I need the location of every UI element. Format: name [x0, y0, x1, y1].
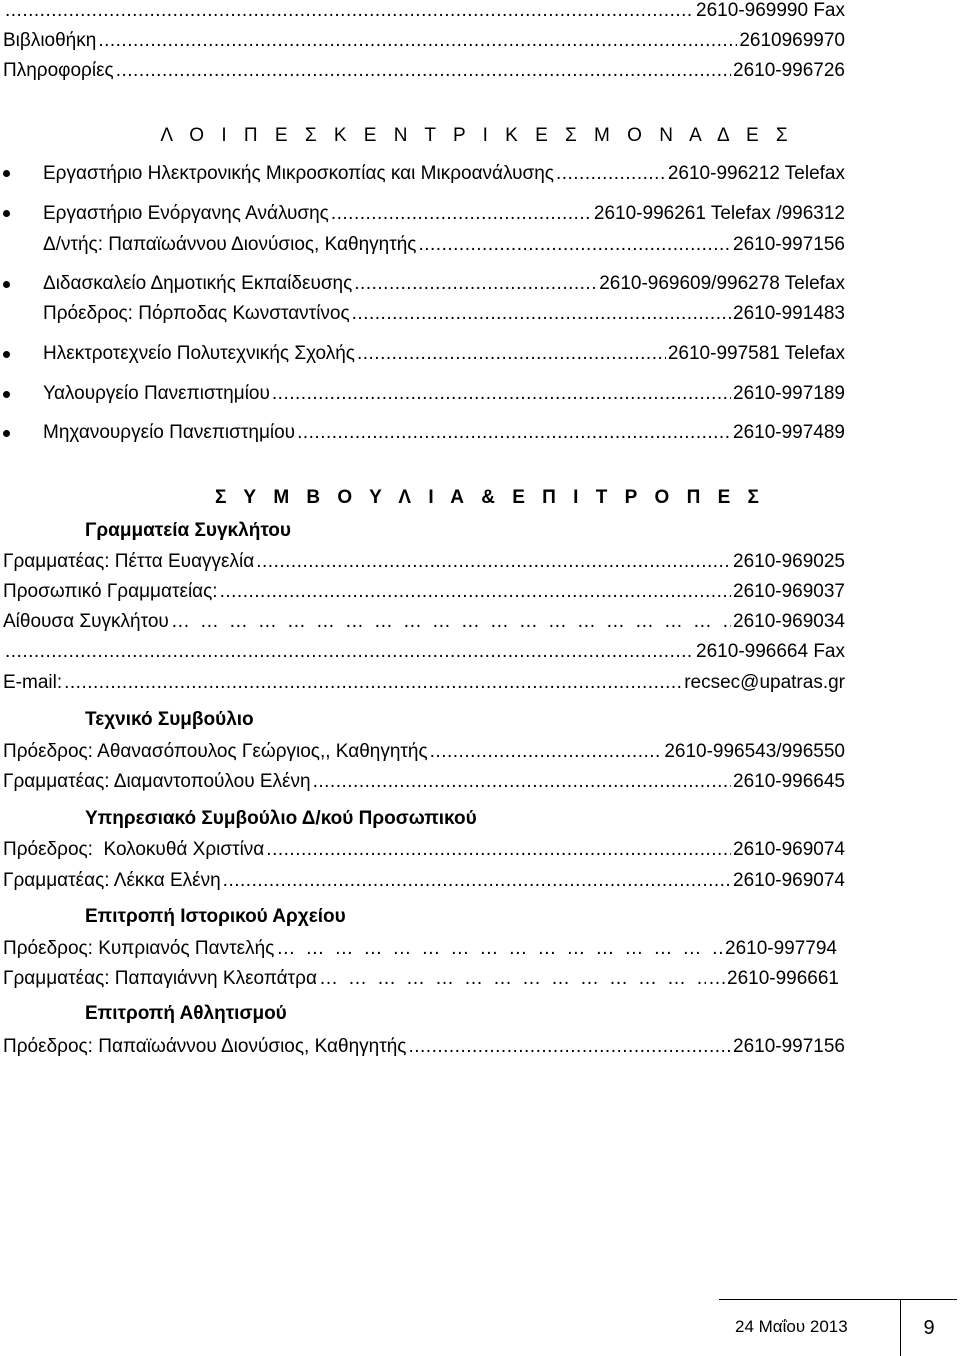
contact-label: Πληροφορίες	[3, 60, 114, 81]
contact-label: Βιβλιοθήκη	[3, 30, 97, 51]
unit-label: Ηλεκτροτεχνείο Πολυτεχνικής Σχολής	[43, 343, 355, 364]
unit-label: Εργαστήριο Ενόργανης Ανάλυσης	[43, 203, 329, 224]
phone-value: 2610-996261 Telefax /996312	[593, 203, 845, 224]
section-heading-councils: Σ Υ Μ Β Ο Υ Λ Ι Α & Ε Π Ι Τ Ρ Ο Π Ε Σ	[215, 487, 765, 508]
dot-leader	[220, 577, 731, 607]
dot-leader	[272, 379, 731, 409]
ellipsis-leader	[276, 934, 723, 964]
dot-leader	[5, 637, 694, 667]
dot-leader	[98, 26, 737, 56]
dot-leader	[556, 159, 666, 189]
bullet-icon	[3, 430, 10, 437]
phone-value: 2610-969025	[733, 551, 845, 572]
service-row	[3, 866, 845, 896]
row-label: Γραμματέας: Πέττα Ευαγγελία	[3, 551, 255, 572]
technical-row	[3, 767, 845, 797]
phone-value: 2610-969609/996278 Telefax	[599, 273, 845, 294]
phone-value: 2610969970	[739, 30, 845, 51]
footer-rule	[719, 1299, 900, 1300]
info-line	[3, 56, 845, 86]
dot-leader	[331, 199, 592, 229]
row-label: Προσωπικό Γραμματείας:	[3, 581, 218, 602]
row-label: Γραμματέας: Παπαγιάννη Κλεοπάτρα	[3, 968, 317, 989]
dot-leader	[430, 737, 663, 767]
bullet-icon	[3, 281, 10, 288]
phone-value: 2610-969034	[733, 611, 845, 632]
row-label: Γραμματέας: Διαμαντοπούλου Ελένη	[3, 771, 311, 792]
fax-line	[3, 0, 845, 26]
phone-value: …2610-996661	[708, 968, 839, 989]
phone-value: 2610-997156	[733, 234, 845, 255]
dot-leader	[354, 269, 597, 299]
page-number: 9	[923, 1316, 935, 1339]
unit-item	[43, 199, 845, 229]
row-label: Πρόεδρος: Κυπριανός Παντελής	[3, 938, 275, 959]
dot-leader	[313, 767, 731, 797]
sports-row	[3, 1032, 845, 1062]
bullet-icon	[3, 391, 10, 398]
unit-president	[43, 299, 845, 329]
dot-leader	[5, 0, 694, 26]
phone-value: 2610-996543/996550	[664, 741, 845, 762]
unit-item	[43, 418, 845, 448]
unit-label: Πρόεδρος: Πόρποδας Κωνσταντίνος	[43, 303, 350, 324]
unit-director	[43, 230, 845, 260]
phone-value: 2610-997156	[733, 1036, 845, 1057]
phone-value: 2610-996645	[733, 771, 845, 792]
phone-value: 2610-996212 Telefax	[667, 163, 845, 184]
row-label: E-mail:	[3, 672, 63, 693]
phone-value: 2610-996726	[733, 60, 845, 81]
phone-value: 2610-991483	[733, 303, 845, 324]
unit-label: Δ/ντής: Παπαϊωάννου Διονύσιος, Καθηγητής	[43, 234, 417, 255]
library-line	[3, 26, 845, 56]
senate-row	[3, 607, 845, 637]
dot-leader	[408, 1032, 731, 1062]
dot-leader	[297, 418, 731, 448]
dot-leader	[223, 866, 731, 896]
phone-value: 2610-996664 Fax	[696, 641, 845, 662]
unit-item	[43, 379, 845, 409]
dot-leader	[418, 230, 731, 260]
row-label: Αίθουσα Συγκλήτου	[3, 611, 169, 632]
row-label: Πρόεδρος: Αθανασόπουλος Γεώργιος,, Καθηγητής	[3, 741, 428, 762]
footer-date: 24 Μαΐου 2013	[735, 1317, 848, 1336]
phone-value: 2610-997189	[733, 383, 845, 404]
bullet-icon	[3, 351, 10, 358]
phone-value: 2610-969074	[733, 870, 845, 891]
sports-committee-title: Επιτροπή Αθλητισμού	[85, 1003, 287, 1024]
unit-item	[43, 159, 845, 189]
senate-row	[3, 637, 845, 667]
technical-row	[3, 737, 845, 767]
phone-value: 2610-997794	[725, 938, 837, 959]
dot-leader	[64, 668, 682, 698]
dot-leader	[352, 299, 731, 329]
unit-label: Εργαστήριο Ηλεκτρονικής Μικροσκοπίας και Μικροανάλυσης	[43, 163, 554, 184]
dot-leader	[256, 547, 731, 577]
unit-item	[43, 339, 845, 369]
row-label: Πρόεδρος: Κολοκυθά Χριστίνα	[3, 839, 265, 860]
dot-leader	[116, 56, 731, 86]
dot-leader	[357, 339, 666, 369]
ellipsis-leader	[319, 964, 706, 994]
phone-value: 2610-997581 Telefax	[667, 343, 845, 364]
unit-label: Διδασκαλείο Δημοτικής Εκπαίδευσης	[43, 273, 353, 294]
dot-leader	[266, 835, 731, 865]
phone-value: 2610-969037	[733, 581, 845, 602]
senate-row	[3, 668, 845, 698]
technical-council-title: Τεχνικό Συμβούλιο	[85, 709, 254, 730]
senate-row	[3, 547, 845, 577]
senate-secretariat-title: Γραμματεία Συγκλήτου	[85, 520, 291, 541]
bullet-icon	[3, 170, 10, 177]
service-row	[3, 835, 845, 865]
archive-committee-title: Επιτροπή Ιστορικού Αρχείου	[85, 906, 346, 927]
senate-row	[3, 577, 845, 607]
page-number-box	[900, 1299, 957, 1356]
row-label: Πρόεδρος: Παπαϊωάννου Διονύσιος, Καθηγητής	[3, 1036, 407, 1057]
service-council-title: Υπηρεσιακό Συμβούλιο Δ/κού Προσωπικού	[85, 808, 477, 829]
phone-value: 2610-997489	[733, 422, 845, 443]
archive-row	[3, 964, 839, 994]
bullet-icon	[3, 210, 10, 217]
unit-item	[43, 269, 845, 299]
archive-row	[3, 934, 837, 964]
section-heading-central-units: Λ Ο Ι Π Ε Σ Κ Ε Ν Τ Ρ Ι Κ Ε Σ Μ Ο Ν Α Δ Ε Σ	[160, 125, 794, 146]
unit-label: Μηχανουργείο Πανεπιστημίου	[43, 422, 296, 443]
row-label: Γραμματέας: Λέκκα Ελένη	[3, 870, 221, 891]
ellipsis-leader	[171, 607, 731, 637]
phone-value: 2610-969990 Fax	[696, 0, 845, 21]
email-value: recsec@upatras.gr	[684, 672, 845, 693]
phone-value: 2610-969074	[733, 839, 845, 860]
unit-label: Υαλουργείο Πανεπιστημίου	[43, 383, 270, 404]
